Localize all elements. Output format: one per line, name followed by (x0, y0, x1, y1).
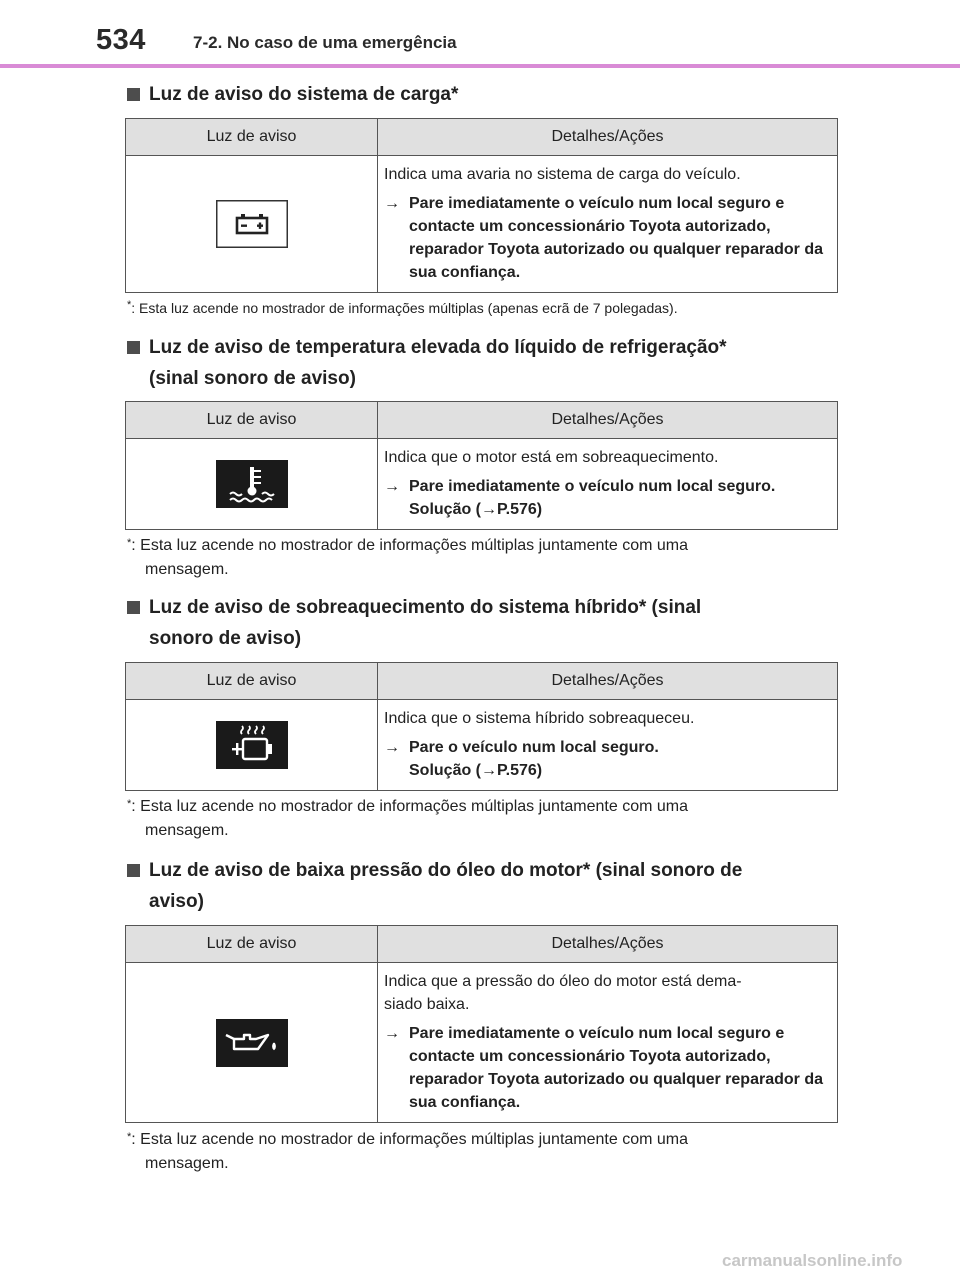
footnote-text: : Esta luz acende no mostrador de informações múltiplas (apenas ecrã de 7 polegadas). (131, 300, 678, 316)
heading-text-line2: aviso) (149, 891, 204, 912)
footnote-text-line2: mensagem. (145, 1155, 229, 1172)
icon-cell (126, 156, 378, 293)
arrow-icon: → (384, 478, 400, 495)
footnote-text-line1: : Esta luz acende no mostrador de informações múltiplas juntamente com uma (131, 1131, 688, 1148)
footnote-coolant-temperature (127, 534, 688, 582)
footnote-hybrid-overheat (127, 795, 688, 843)
heading-text-line1: Luz de aviso de baixa pressão do óleo do motor* (sinal sonoro de (149, 860, 743, 881)
warning-description: Indica que o sistema híbrido sobreaqueceu. (384, 710, 695, 727)
action-text-line1: Pare o veículo num local seguro. (409, 739, 659, 756)
warning-action (384, 1022, 831, 1114)
column-header-warning-light: Luz de aviso (126, 926, 378, 963)
action-text-line2-prefix: Solução ( (409, 501, 482, 518)
arrow-icon: → (481, 501, 498, 518)
battery-icon (216, 200, 288, 248)
heading-bullet (127, 88, 140, 101)
heading-bullet (127, 864, 140, 877)
column-header-details: Detalhes/Ações (378, 402, 838, 439)
column-header-warning-light: Luz de aviso (126, 119, 378, 156)
warning-description: Indica uma avaria no sistema de carga do veículo. (384, 166, 741, 183)
page-header (0, 0, 960, 70)
section-heading-charging-system (127, 79, 847, 110)
arrow-icon: → (481, 762, 498, 779)
warning-table-hybrid-overheat (125, 662, 838, 791)
action-text-line2-prefix: Solução ( (409, 762, 482, 779)
warning-table-coolant-temperature (125, 401, 838, 530)
warning-table-oil-pressure (125, 925, 838, 1123)
warning-action (384, 192, 831, 284)
action-text: Pare imediatamente o veículo num local seguro e contacte um concessionário Toyota autorizado, reparador Toyota autorizado ou qualquer reparador da sua confiança. (409, 195, 823, 281)
warning-action (384, 736, 831, 782)
heading-bullet (127, 341, 140, 354)
description-line1: Indica que a pressão do óleo do motor está dema- (384, 973, 742, 990)
arrow-icon: → (384, 739, 400, 756)
page-number: 534 (96, 24, 146, 56)
heading-text: Luz de aviso do sistema de carga* (149, 84, 459, 105)
chapter-title: 7-2. No caso de uma emergência (193, 33, 457, 52)
heading-text-line2: (sinal sonoro de aviso) (149, 368, 356, 389)
details-cell (378, 156, 838, 293)
description-line2: siado baixa. (384, 996, 470, 1013)
page-reference[interactable]: P.576) (497, 762, 543, 779)
details-cell (378, 963, 838, 1123)
footnote-mark: * (127, 1131, 132, 1143)
action-text-line1: Pare imediatamente o veículo num local seguro. (409, 478, 776, 495)
icon-cell (126, 700, 378, 791)
oil-pressure-icon (216, 1019, 288, 1067)
column-header-details: Detalhes/Ações (378, 119, 838, 156)
action-text: Pare imediatamente o veículo num local seguro e contacte um concessionário Toyota autorizado, reparador Toyota autorizado ou qualquer reparador da sua confiança. (409, 1025, 823, 1111)
section-heading-coolant-temperature (127, 332, 847, 394)
header-rule (0, 64, 960, 68)
footnote-mark: * (127, 299, 132, 311)
details-cell (378, 439, 838, 530)
footnote-text-line1: : Esta luz acende no mostrador de informações múltiplas juntamente com uma (131, 537, 688, 554)
icon-cell (126, 439, 378, 530)
arrow-icon: → (384, 1025, 400, 1042)
warning-description: Indica que o motor está em sobreaquecimento. (384, 449, 719, 466)
arrow-icon: → (384, 195, 400, 212)
footnote-oil-pressure (127, 1128, 688, 1176)
column-header-details: Detalhes/Ações (378, 663, 838, 700)
heading-text-line2: sonoro de aviso) (149, 628, 302, 649)
section-heading-oil-pressure (127, 855, 847, 917)
warning-action (384, 475, 831, 521)
warning-table-charging-system (125, 118, 838, 293)
details-cell (378, 700, 838, 791)
icon-cell (126, 963, 378, 1123)
page-reference[interactable]: P.576) (497, 501, 543, 518)
footnote-text-line2: mensagem. (145, 561, 229, 578)
heading-text-line1: Luz de aviso de temperatura elevada do líquido de refrigeração* (149, 337, 727, 358)
footnote-text-line2: mensagem. (145, 822, 229, 839)
footnote-mark: * (127, 537, 132, 549)
footnote-mark: * (127, 798, 132, 810)
column-header-details: Detalhes/Ações (378, 926, 838, 963)
footnote-text-line1: : Esta luz acende no mostrador de informações múltiplas juntamente com uma (131, 798, 688, 815)
coolant-temperature-icon (216, 460, 288, 508)
warning-description (384, 970, 831, 1016)
column-header-warning-light: Luz de aviso (126, 402, 378, 439)
heading-bullet (127, 601, 140, 614)
watermark: carmanualsonline.info (722, 1251, 903, 1270)
section-heading-hybrid-overheat (127, 592, 847, 654)
heading-text-line1: Luz de aviso de sobreaquecimento do sistema híbrido* (sinal (149, 597, 702, 618)
column-header-warning-light: Luz de aviso (126, 663, 378, 700)
footnote-charging-system (127, 296, 678, 321)
hybrid-system-overheat-icon (216, 721, 288, 769)
